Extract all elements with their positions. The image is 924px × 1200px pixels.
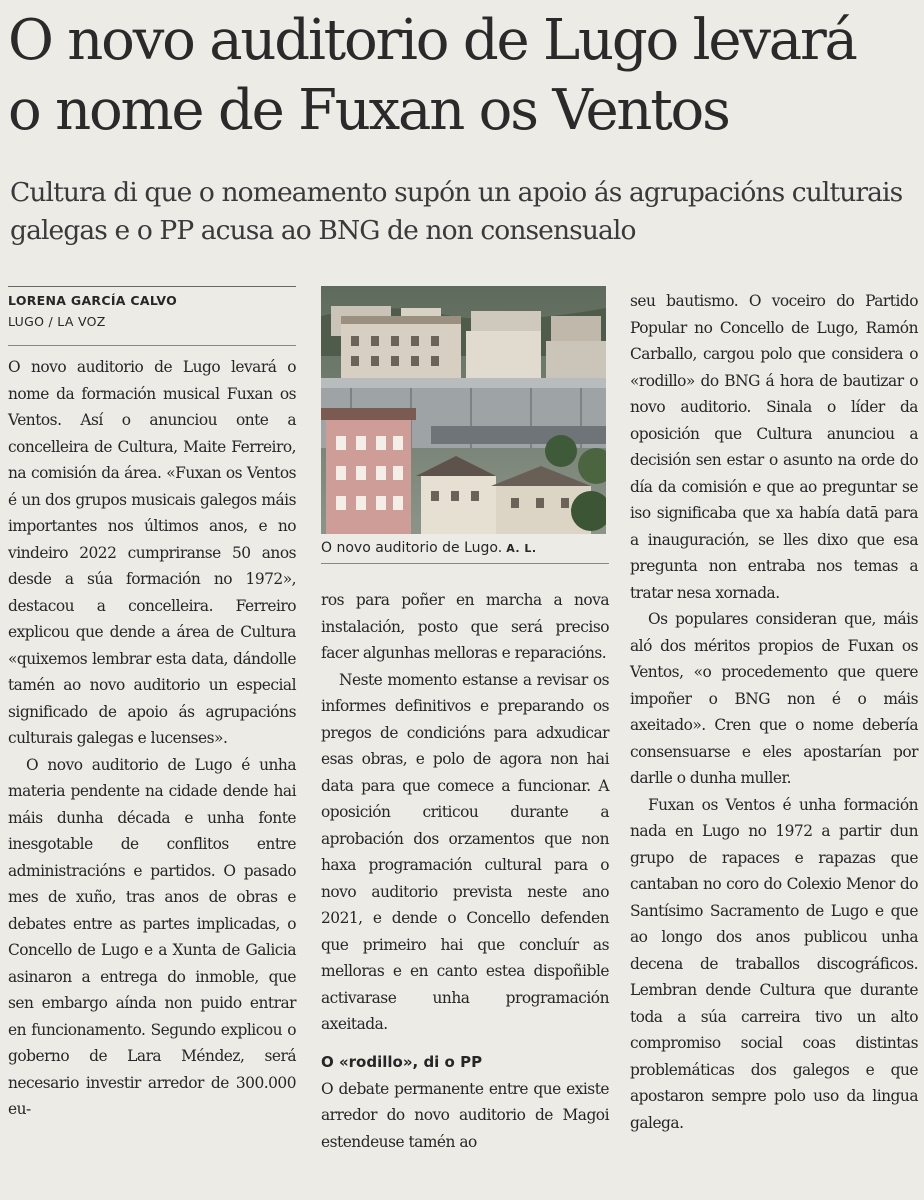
headline-line-2: o nome de Fuxan os Ventos [8,78,729,143]
caption-text: O novo auditorio de Lugo. [321,540,503,556]
column-middle [321,587,609,1155]
author-name: LORENA GARCÍA CALVO [8,293,178,308]
column-right-text [630,288,918,1136]
column-middle-text [321,587,609,1038]
auditorium-photo [321,286,606,534]
headline [8,6,918,146]
paragraph: Os populares consideran que, máis aló dos méritos propios de Fuxan os Ventos, «o procedemento que quere impoñer o BNG non é o máis axeitado». Cren que o nome debería consensuarse e eles apostarían por darlle o dunha muller. [630,610,918,787]
paragraph: Fuxan os Ventos é unha formación nada en Lugo no 1972 a partir dun grupo de rapaces e rapazas que cantaban no coro do Colexio Menor do Santísimo Sacramento de Lugo e que ao longo dos anos publicou unha decena de traballos discográficos. Lembran dende Cultura que durante toda a súa carreira tivo un alto compromiso social coas distintas problemáticas dos galegos e que apostaron sempre polo uso da lingua galega. [630,795,918,1132]
column-left-text [8,354,296,1123]
city-buildings-image [321,286,606,534]
column-right [630,288,918,1136]
photo-credit: A. L. [506,542,537,555]
paragraph: ros para poñer en marcha a nova instalación, posto que será preciso facer algunhas melloras e reparacións. [321,591,609,662]
paragraph: O novo auditorio de Lugo é unha materia pendente na cidade dende hai máis dunha década e unha fonte inesgotable de conflitos entre administracións e partidos. O pasado mes de xuño, tras anos de obras e debates entre as partes implicadas, o Concello de Lugo e a Xunta de Galicia asinaron a entrega do inmoble, que sen embargo aínda non puido entrar en funcionamento. Segundo explicou o goberno de Lara Méndez, será necesario investir arredor de 300.000 eu- [8,755,296,1118]
column-left [8,286,296,1123]
section-subtitle: O «rodillo», di o PP [321,1052,483,1071]
paragraph: O debate permanente entre que existe arredor do novo auditorio de Magoi estendeuse tamén ao [321,1079,609,1151]
paragraph: O novo auditorio de Lugo levará o nome da formación musical Fuxan os Ventos. Así o anunciou onte a concelleira de Cultura, Maite Ferreiro, na comisión da área. «Fuxan os Ventos é un dos grupos musicais galegos máis importantes nos últimos anos, e no vindeiro 2022 cumpriranse 50 anos desde a súa formación no 1972», destacou a concelleira. Ferreiro explicou que dende a área de Cultura «quixemos lembrar esta data, dándolle tamén ao novo auditorio un especial significado de apoio ás agrupacións culturais galegas e lucenses». [8,358,296,747]
paragraph: Neste momento estanse a revisar os informes definitivos e preparando os pregos de condicións para adxudicar esas obras, e polo de agora non hai data para que comece a funcionar. A oposición criticou durante a aprobación dos orzamentos que non haxa programación cultural para o novo auditorio prevista neste ano 2021, e dende o Concello defenden que primeiro hai que concluír as melloras e en canto estea dispoñible activarase unha programación axeitada. [321,670,609,1033]
subheadline: Cultura di que o nomeamento supón un apoio ás agrupacións culturais galegas e o PP acusa ao BNG de non consensualo [10,177,903,246]
byline-divider [8,345,296,346]
byline-rule [8,286,296,287]
paragraph: seu bautismo. O voceiro do Partido Popular no Concello de Lugo, Ramón Carballo, cargou polo que considera o «rodillo» do BNG á hora de bautizar o novo auditorio. Sinala o líder da oposición que Cultura anunciou a decisión sen estar o asunto na orde do día da comisión e que ao preguntar se iso significaba que xa había datā para a inauguración, se lles dixo que esa pregunta non entraba nos temas a tratar nesa xornada. [630,292,918,602]
author-location: LUGO / LA VOZ [8,314,106,329]
photo-caption [321,538,609,564]
headline-line-1: O novo auditorio de Lugo levará [8,8,856,73]
